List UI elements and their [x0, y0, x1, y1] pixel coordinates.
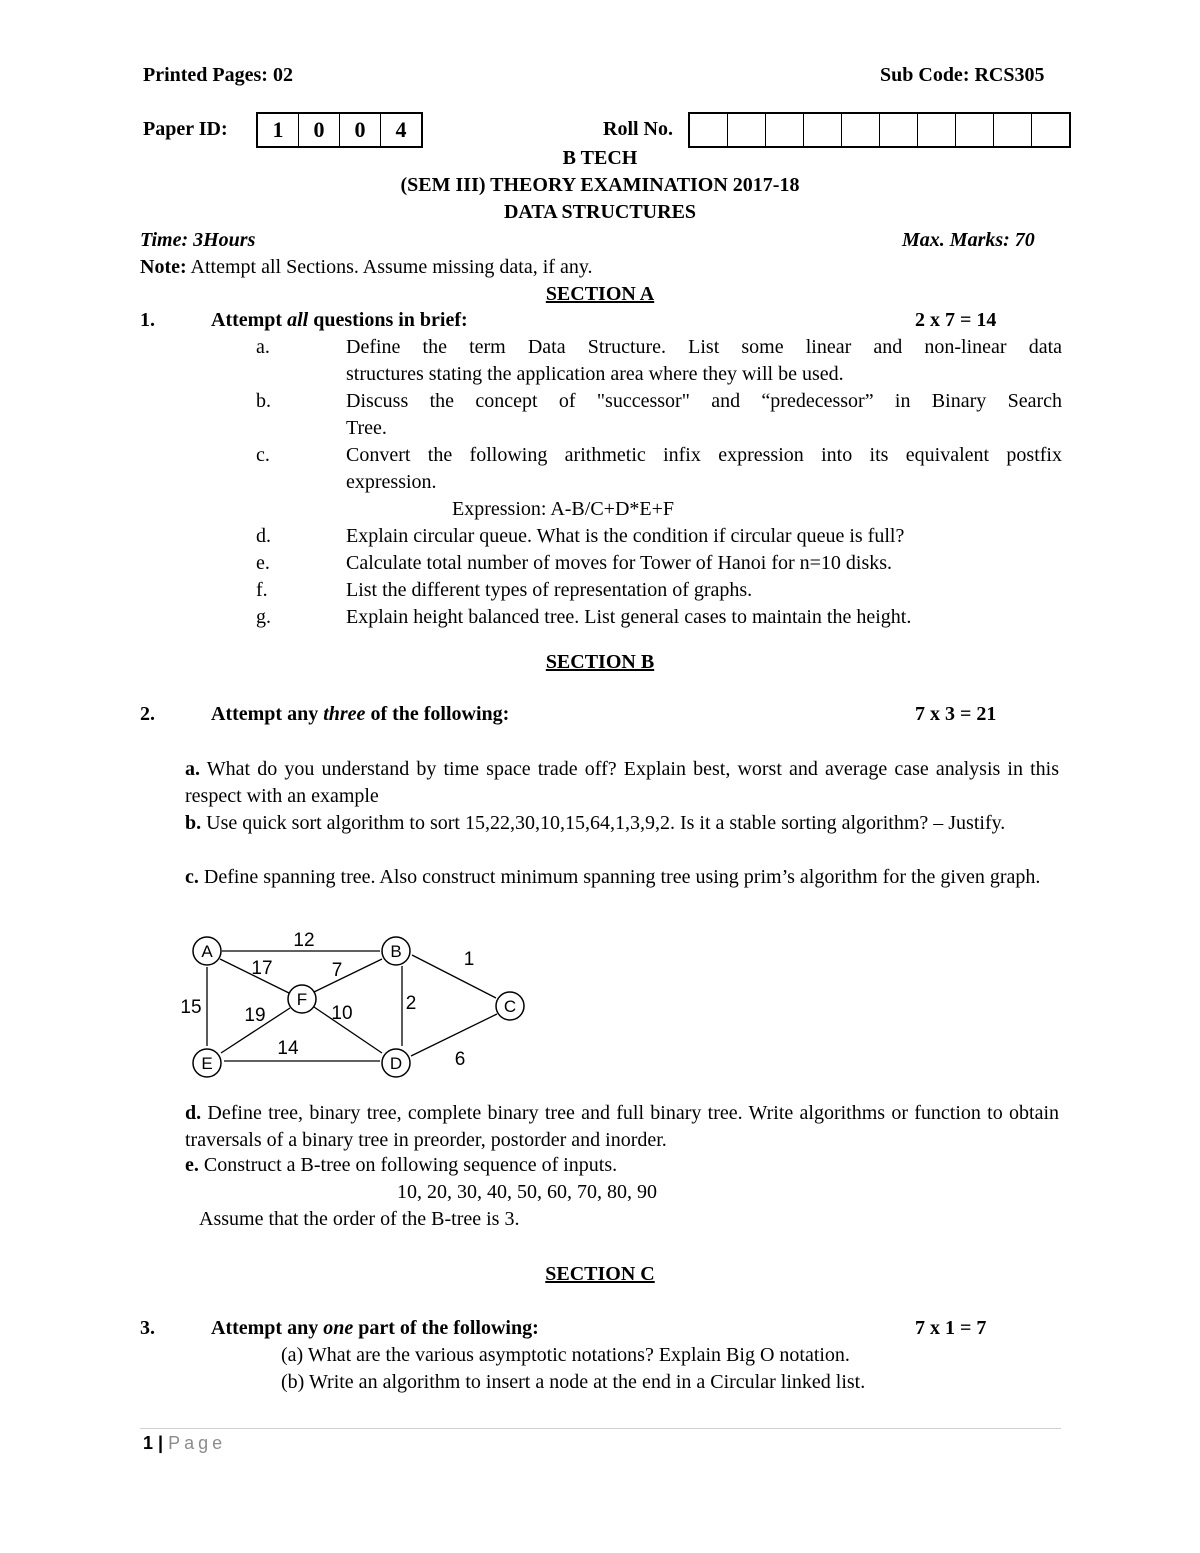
- q2-part-d-text: Define tree, binary tree, complete binary tree and full binary tree. Write algorithms or function to obtain traversals of a binary tree in preorder, postorder and inorder.: [185, 1102, 1059, 1151]
- q1-item-label: c.: [256, 444, 270, 466]
- roll-no-label: Roll No.: [603, 118, 673, 140]
- paper-id-digit: 0: [340, 114, 381, 146]
- q2-part-a-label: a.: [185, 758, 200, 780]
- infix-expression: Expression: A-B/C+D*E+F: [452, 498, 675, 520]
- q2-part-b-text: Use quick sort algorithm to sort 15,22,30,10,15,64,1,3,9,2. Is it a stable sorting algorithm? – Justify.: [206, 812, 1006, 834]
- q3-instruction-post: part of the following:: [353, 1317, 539, 1339]
- section-c-heading: SECTION C: [545, 1263, 655, 1285]
- q2-part-c-label: c.: [185, 866, 199, 888]
- graph-edge-weight: 12: [293, 930, 315, 951]
- q1-marks: 2 x 7 = 14: [915, 309, 997, 331]
- q2-part-c-text: Define spanning tree. Also construct minimum spanning tree using prim’s algorithm for the given graph.: [203, 866, 1041, 888]
- graph-node-label: F: [296, 990, 308, 1009]
- q2-part-d-label: d.: [185, 1102, 202, 1124]
- graph-edge-weight: 1: [463, 949, 475, 970]
- paper-id-label: Paper ID:: [143, 118, 228, 140]
- q2-instruction-em: three: [323, 703, 366, 725]
- q1-item-label: e.: [256, 552, 270, 574]
- q2-part-e-label: e.: [185, 1154, 199, 1176]
- page-number: 1: [143, 1433, 154, 1453]
- graph-node-label: D: [389, 1054, 403, 1073]
- q3-instruction: [211, 1317, 539, 1340]
- q2-marks: 7 x 3 = 21: [915, 703, 997, 725]
- subject-title: DATA STRUCTURES: [503, 201, 697, 223]
- q1-item-text: Explain height balanced tree. List general cases to maintain the height.: [346, 606, 912, 628]
- q1-instruction-em: all: [287, 309, 309, 331]
- max-marks: Max. Marks: 70: [902, 229, 1035, 251]
- page-footer: [143, 1433, 226, 1454]
- q3-instruction-pre: Attempt any: [211, 1317, 324, 1339]
- q1-item-label: d.: [256, 525, 271, 547]
- q2-part-b-label: b.: [185, 812, 202, 834]
- graph-node-label: A: [201, 942, 213, 961]
- q2-part-e-text: Construct a B-tree on following sequence of inputs.: [203, 1154, 618, 1176]
- section-a-heading: SECTION A: [545, 283, 655, 305]
- sub-code: Sub Code: RCS305: [880, 64, 1045, 86]
- q1-instruction-pre: Attempt: [211, 309, 288, 331]
- graph-edge-weight: 2: [405, 993, 417, 1014]
- q1-number: 1.: [140, 309, 155, 331]
- q1-item-label: g.: [256, 606, 271, 628]
- graph-node-label: B: [390, 942, 402, 961]
- note-label: Note:: [140, 256, 187, 278]
- btree-sequence: 10, 20, 30, 40, 50, 60, 70, 80, 90: [397, 1181, 657, 1203]
- q2-part-d: [185, 1100, 1059, 1154]
- q1-instruction-post: questions in brief:: [308, 309, 468, 331]
- q1-item-text: List the different types of representation of graphs.: [346, 579, 753, 601]
- q1-item-label: f.: [256, 579, 268, 601]
- paper-id-digit: 4: [395, 117, 407, 142]
- btree-order: Assume that the order of the B-tree is 3.: [199, 1208, 520, 1230]
- q3-instruction-em: one: [323, 1317, 354, 1339]
- q1-item-text-cont: Tree.: [346, 417, 387, 439]
- q1-item-label: b.: [256, 390, 271, 412]
- exam-title: (SEM III) THEORY EXAMINATION 2017-18: [400, 174, 800, 196]
- graph-edge-weight: 14: [277, 1038, 299, 1059]
- graph-edge-weight: 15: [180, 997, 202, 1018]
- q3-number: 3.: [140, 1317, 155, 1339]
- page-separator: |: [158, 1433, 164, 1453]
- page-word: Page: [168, 1433, 227, 1453]
- q3-marks: 7 x 1 = 7: [915, 1317, 987, 1339]
- graph-edge-weight: 10: [331, 1003, 353, 1024]
- graph-edge-weight: 17: [251, 958, 273, 979]
- graph-node-label: E: [201, 1054, 213, 1073]
- paper-id-digit: 0: [299, 114, 340, 146]
- exam-time: Time: 3Hours: [140, 229, 256, 251]
- q1-item-text-cont: structures stating the application area where they will be used.: [346, 363, 844, 385]
- q2-instruction-post: of the following:: [365, 703, 510, 725]
- q3-part-a: (a) What are the various asymptotic notations? Explain Big O notation.: [281, 1344, 850, 1366]
- q1-item-label: a.: [256, 336, 270, 358]
- degree-title: B TECH: [562, 147, 638, 169]
- graph-edge-weight: 6: [454, 1049, 466, 1070]
- section-b-heading: SECTION B: [545, 651, 655, 673]
- q1-item-text: Discuss the concept of "successor" and “predecessor” in Binary Search: [346, 390, 1062, 412]
- graph-edge-weight: 7: [331, 960, 343, 981]
- q1-item-text: Convert the following arithmetic infix expression into its equivalent postfix: [346, 444, 1062, 466]
- q2-instruction-pre: Attempt any: [211, 703, 324, 725]
- q1-item-text: Define the term Data Structure. List some linear and non-linear data: [346, 336, 1062, 358]
- q1-item-text: Calculate total number of moves for Tower of Hanoi for n=10 disks.: [346, 552, 893, 574]
- note-text: Attempt all Sections. Assume missing data, if any.: [190, 256, 593, 278]
- q2-part-e: [185, 1154, 617, 1177]
- footer-divider: [140, 1428, 1061, 1429]
- printed-pages: Printed Pages: 02: [143, 64, 293, 86]
- graph-node-label: C: [503, 997, 517, 1016]
- paper-id-digit: 1: [258, 114, 299, 146]
- q2-part-a-text: What do you understand by time space trade off? Explain best, worst and average case analysis in this respect with an example: [185, 758, 1060, 807]
- q1-item-text-cont: expression.: [346, 471, 437, 493]
- graph-edge-weight: 19: [244, 1005, 266, 1026]
- q1-item-text: Explain circular queue. What is the condition if circular queue is full?: [346, 525, 905, 547]
- graph-edge-b-c: [412, 955, 496, 998]
- graph-edge-f-b: [314, 959, 382, 992]
- q3-part-b: (b) Write an algorithm to insert a node at the end in a Circular linked list.: [281, 1371, 866, 1393]
- q2-number: 2.: [140, 703, 155, 725]
